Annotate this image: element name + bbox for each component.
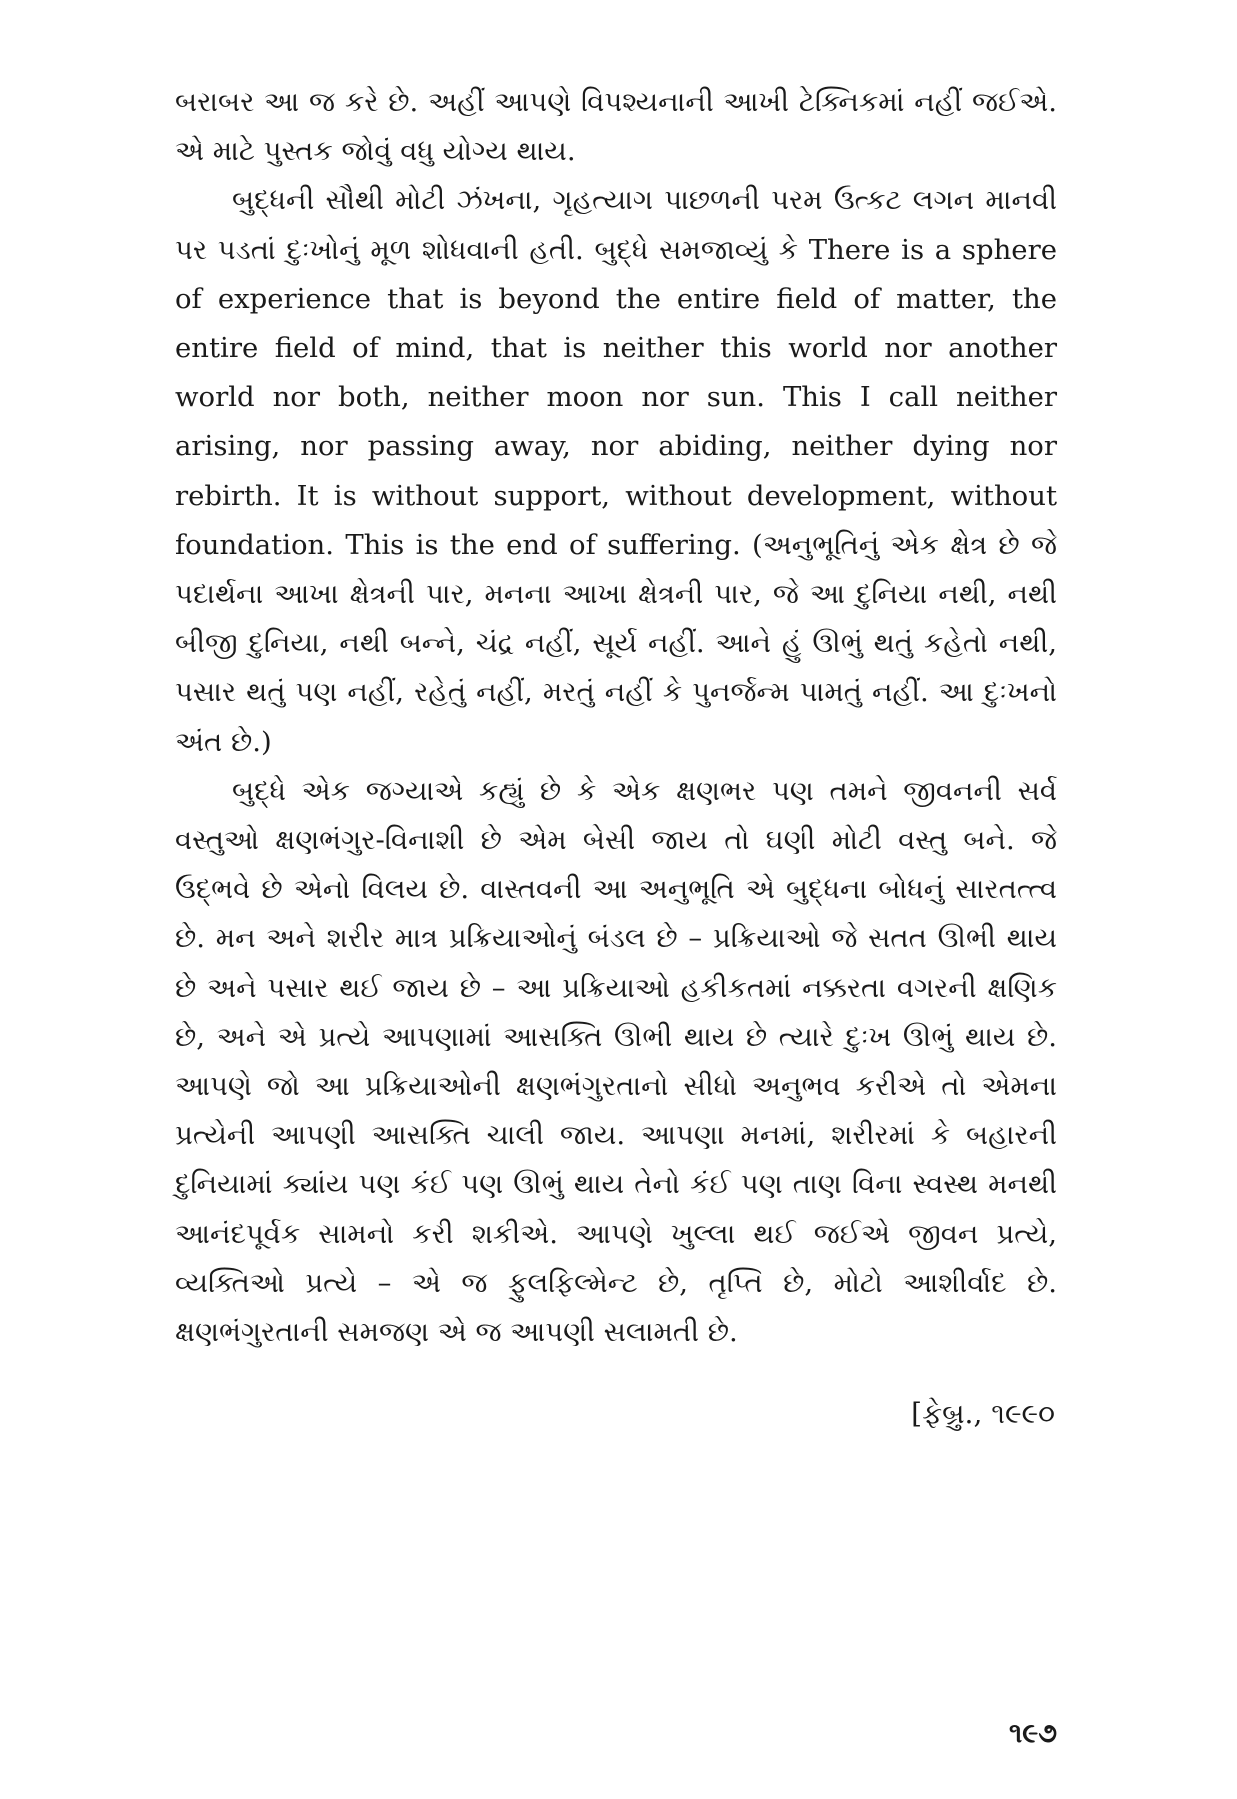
paragraph-impermanence: બુદ્ધે એક જગ્યાએ કહ્યું છે કે એક ક્ષણભર પણ તમને જીવનની સર્વ વસ્તુઓ ક્ષણભંગુર-વિનાશી છે એમ બેસી જાય તો ઘણી મોટી વસ્તુ બને. જે ઉદ્ભવે છે એનો વિલય છે. વાસ્તવની આ અનુભૂતિ એ બુદ્ધના બોધનું સારતત્ત્વ છે. મન અને શરીર માત્ર પ્રક્રિયાઓનું બંડલ છે – પ્રક્રિયાઓ જે સતત ઊભી થાય છે અને પસાર થઈ જાય છે – આ પ્રક્રિયાઓ હકીકતમાં નક્કરતા વગરની ક્ષણિક છે, અને એ પ્રત્યે આપણામાં આસક્તિ ઊભી થાય છે ત્યારે દુઃખ ઊભું થાય છે. આપણે જો આ પ્રક્રિયાઓની ક્ષણભંગુરતાનો સીધો અનુભવ કરીએ તો એમના પ્રત્યેની આપણી આસક્તિ ચાલી જાય. આપણા મનમાં, શરીરમાં કે બહારની દુનિયામાં ક્યાંય પણ કંઈ પણ ઊભું થાય તેનો કંઈ પણ તાણ વિના સ્વસ્થ મનથી આનંદપૂર્વક સામનો કરી શકીએ. આપણે ખુલ્લા થઈ જઈએ જીવન પ્રત્યે, વ્યક્તિઓ પ્રત્યે – એ જ ફુલફિલ્મેન્ટ છે, તૃપ્તિ છે, મોટો આશીર્વાદ છે. ક્ષણભંગુરતાની સમજણ એ જ આપણી સલામતી છે. bbox=[175, 774, 1057, 1349]
book-page bbox=[175, 78, 1057, 1758]
page-number: ૧૯૭ bbox=[1009, 1718, 1057, 1749]
paragraph-continuation: બરાબર આ જ કરે છે. અહીં આપણે વિપશ્યનાની આખી ટેક્નિકમાં નહીં જઈએ. એ માટે પુસ્તક જોવું વધુ યોગ્ય થાય. bbox=[175, 86, 1057, 168]
date-line: [ફેબ્રુ., ૧૯૯૦ bbox=[911, 1397, 1055, 1430]
paragraph-buddha-quote: બુદ્ધની સૌથી મોટી ઝંખના, ગૃહત્યાગ પાછળની પરમ ઉત્કટ લગન માનવી પર પડતાં દુઃખોનું મૂળ શોધવાની હતી. બુદ્ધે સમજાવ્યું કે There is a sphere of experience that is beyond the entire field of matter, the entire field of mind, that is neither this world nor another world nor both, neither moon nor sun. This I call neither arising, nor passing away, nor abiding, neither dying nor rebirth. It is without support, without development, without foundation. This is the end of suffering. (અનુભૂતિનું એક ક્ષેત્ર છે જે પદાર્થના આખા ક્ષેત્રની પાર, મનના આખા ક્ષેત્રની પાર, જે આ દુનિયા નથી, નથી બીજી દુનિયા, નથી બન્ને, ચંદ્ર નહીં, સૂર્ય નહીં. આને હું ઊભું થતું કહેતો નથી, પસાર થતું પણ નહીં, રહેતું નહીં, મરતું નહીં કે પુનર્જન્મ પામતું નહીં. આ દુઃખનો અંત છે.) bbox=[175, 184, 1057, 758]
